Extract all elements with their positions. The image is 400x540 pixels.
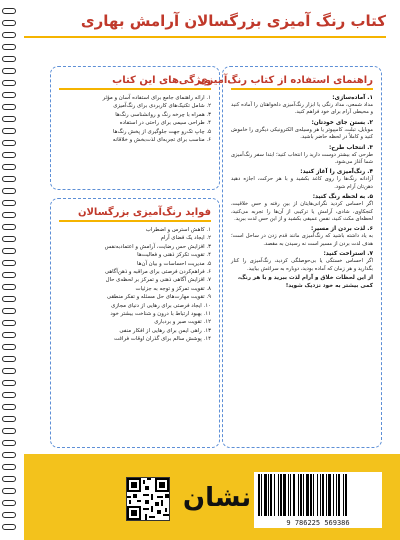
spiral-ring <box>2 80 16 86</box>
isbn-barcode <box>254 472 382 528</box>
guide-section-text: طرحی که بیشتر دوست دارید را انتخاب کنید؛ ابتدا سفر رنگ‌آمیزی شما آغاز می‌شود. <box>231 151 373 166</box>
spiral-ring <box>2 284 16 290</box>
barcode-bar <box>313 474 314 516</box>
guide-section <box>223 193 381 223</box>
barcode-bar <box>298 474 299 516</box>
list-item: ۱۲. تقویت صبر و بردباری <box>154 319 211 326</box>
list-item: ۴. تقویت تکرکز ذهنی و فعالیت‌ها <box>137 252 211 259</box>
barcode-bar <box>278 474 279 516</box>
list-item: ۱۴. پوشش سالم برای گذران اوقات فراغت <box>113 336 211 343</box>
spiral-ring <box>2 416 16 422</box>
guide-section-text: مداد شمعی، مداد رنگی یا ابزار رنگ‌آمیزی دلخواهتان را آماده کنید و محیطی آرام برای خود فراهم کنید. <box>231 102 373 116</box>
barcode-bar <box>258 474 260 516</box>
spiral-ring <box>2 392 16 398</box>
list-item: ۱۱. بهبود ارتباط با درون و شناخت بیشتر خود <box>110 311 211 318</box>
spiral-ring <box>2 272 16 278</box>
spiral-ring <box>2 524 16 530</box>
barcode-bar <box>326 474 327 516</box>
guide-section-title: ۳. انتخاب طرح: <box>328 144 373 151</box>
features-underline <box>59 88 211 90</box>
guide-section <box>223 144 381 167</box>
guide-box <box>198 66 382 448</box>
features-heading: ویژگی‌های این کتاب <box>112 75 211 86</box>
barcode-bar <box>261 474 262 516</box>
spiral-ring <box>2 332 16 338</box>
guide-section-text: اگر احساس کردید نگرانی‌هایتان از بین رفته و حس خلاقیت، کنجکاوی، شادی، آرامش یا ترکیبی از آن‌ها را تجربه می‌کنید، لحظه‌ای مکث کنید، نفس عمیقی بکشید و از این حس لذت ببرید. <box>231 201 373 223</box>
isbn-number: 9 786225 569386 <box>286 519 350 527</box>
barcode-bar <box>306 474 309 516</box>
barcode-bar <box>338 474 340 516</box>
guide-section-text: اگر احساس خستگی یا بی‌حوصلگی کردید، رنگ‌آمیزی را کنار بگذارید و هر زمان که آماده بودید، دوباره به سراغش بیایید. <box>231 258 373 272</box>
spiral-ring <box>2 140 16 146</box>
list-item: ۵. مدیریت احساسات و بیان آن‌ها <box>137 260 211 267</box>
spiral-ring <box>2 476 16 482</box>
list-item: ۷. افزایش آگاهی ذهنی و تمرکز بر لحظه‌ی حال <box>105 277 211 284</box>
spiral-ring <box>2 44 16 50</box>
spiral-ring <box>2 320 16 326</box>
publisher-logo-text: نشان <box>182 483 252 513</box>
guide-section <box>223 250 381 273</box>
spiral-ring <box>2 236 16 242</box>
guide-section-title: ۱. آماده‌سازی: <box>332 95 373 101</box>
spiral-ring <box>2 164 16 170</box>
spiral-ring <box>2 248 16 254</box>
barcode-bar <box>333 474 334 516</box>
spiral-ring <box>2 380 16 386</box>
spiral-ring <box>2 452 16 458</box>
qr-code-icon <box>127 478 169 520</box>
guide-section-title: ۷. استراحت کنید: <box>323 251 373 258</box>
list-item: ۱۰. ایجاد فرصتی برای رهایی از دنیای مجازی <box>111 302 211 309</box>
spiral-ring <box>2 128 16 134</box>
list-item: ۳. همراه با چرخه رنگ و روانشناسی رنگ‌ها <box>115 111 211 118</box>
spiral-ring <box>2 308 16 314</box>
list-item: ۶. مناسب برای تجربه‌ای لذت‌بخش و خلاقانه <box>112 137 211 144</box>
list-item: ۱. کاهش استرس و اضطراب <box>145 227 211 233</box>
guide-section-text: آزادانه رنگ‌ها را روی کاغذ بکشید و با هر حرکت، اجازه دهید ذهن‌تان آرام شود. <box>231 176 373 190</box>
spiral-ring <box>2 200 16 206</box>
barcode-bar <box>268 474 269 516</box>
guide-heading: راهنمای استفاده از کتاب رنگ‌آمیزی <box>198 75 373 86</box>
spiral-ring <box>2 116 16 122</box>
list-item: ۱۳. راهی ایمن برای رهایی از افکار منفی <box>119 327 211 334</box>
spiral-ring <box>2 188 16 194</box>
list-item: ۳. افزایش حس رضایت، آرامش و اعتماد‌به‌نفس <box>104 243 211 250</box>
spiral-ring <box>2 512 16 518</box>
list-item: ۸. تقویت تمرکز و توجه به جزئیات <box>135 285 211 292</box>
spiral-ring <box>2 68 16 74</box>
features-list <box>51 94 219 144</box>
guide-section-text: موبایل، تبلت، کامپیوتر یا هر وسیله‌ی الکترونیکی دیگری را خاموش کنید و کاملاً در لحظه حاضر باشید. <box>231 126 373 141</box>
publisher-logo <box>184 472 250 522</box>
spiral-ring <box>2 176 16 182</box>
benefits-box <box>50 198 220 448</box>
benefits-list <box>51 226 219 344</box>
list-item: ۴. طراحی سیمی برای راحتی در استفاده <box>119 120 211 127</box>
spiral-ring <box>2 152 16 158</box>
list-item: ۲. ایجاد یک فضای آرام <box>160 235 211 242</box>
barcode-bar <box>328 474 331 516</box>
guide-section-title: ۶. لذت بردن از مسیر: <box>311 226 373 233</box>
guide-footer: از این لحظات خلاق و آرام لذت ببرید و با هر رنگ، کمی بیشتر به خود نزدیک شوید! <box>237 275 373 289</box>
page-title: کتاب رنگ آمیزی بزرگسالان آرامش بهاری <box>80 12 386 30</box>
list-item: ۲. شامل تکنیک‌های کاربردی برای رنگ‌آمیزی <box>113 103 211 110</box>
list-item: ۱. ارائه راهنمای جامع برای استفاده آسان و مؤثر <box>102 95 211 101</box>
features-box <box>50 66 220 190</box>
spiral-ring <box>2 296 16 302</box>
barcode-bar <box>274 474 275 516</box>
spiral-ring <box>2 32 16 38</box>
guide-underline <box>231 88 373 90</box>
barcode-bar <box>336 474 337 516</box>
spiral-ring <box>2 344 16 350</box>
title-underline <box>24 36 386 38</box>
barcode-bar <box>320 474 321 516</box>
spiral-binding <box>0 0 18 540</box>
guide-section <box>223 168 381 191</box>
barcode-bar <box>310 474 312 516</box>
barcode-bar <box>293 474 295 516</box>
barcode-bar <box>288 474 289 516</box>
list-item: ۵. چاپ تک‌رو جهت جلوگیری از پخش رنگ‌ها <box>113 128 211 135</box>
guide-section <box>223 119 381 142</box>
guide-section-text: به یاد داشته باشید که رنگ‌آمیزی مانند قدم زدن در ساحل است؛ هدف لذت بردن از مسیر است نه رسیدن به مقصد. <box>231 233 373 247</box>
spiral-ring <box>2 404 16 410</box>
guide-section-title: ۲. بستن جای خودتان: <box>311 119 373 126</box>
barcode-bar <box>270 474 272 516</box>
spiral-ring <box>2 428 16 434</box>
guide-section <box>223 94 381 117</box>
spiral-ring <box>2 368 16 374</box>
spiral-ring <box>2 260 16 266</box>
spiral-ring <box>2 356 16 362</box>
spiral-ring <box>2 20 16 26</box>
barcode-bar <box>283 474 286 516</box>
barcode-icon <box>254 472 382 518</box>
barcode-bar <box>322 474 324 516</box>
spiral-ring <box>2 224 16 230</box>
barcode-bar <box>280 474 282 516</box>
spiral-ring <box>2 464 16 470</box>
benefits-underline <box>59 220 211 222</box>
barcode-bar <box>343 474 344 516</box>
barcode-bar <box>345 474 347 516</box>
barcode-bar <box>303 474 304 516</box>
barcode-bar <box>317 474 318 516</box>
barcode-bar <box>264 474 267 516</box>
spiral-ring <box>2 104 16 110</box>
list-item: ۹. تقویت مهارت‌های حل مسئله و تفکر منطقی <box>106 294 211 301</box>
guide-section-title: ۴. رنگ‌آمیزی را آغاز کنید: <box>300 169 373 176</box>
guide-section <box>223 225 381 248</box>
guide-section-title: ۵. به لحظه رنگ کنید: <box>312 194 373 201</box>
spiral-ring <box>2 92 16 98</box>
list-item: ۶. فراهم‌کردن فرصتی برای مراقبه و ذهن‌آگاهی <box>104 269 211 276</box>
spiral-ring <box>2 56 16 62</box>
qr-code <box>126 477 170 521</box>
barcode-bar <box>300 474 302 516</box>
spiral-ring <box>2 8 16 14</box>
spiral-ring <box>2 488 16 494</box>
spiral-ring <box>2 440 16 446</box>
spiral-ring <box>2 500 16 506</box>
benefits-heading: فواید رنگ‌آمیزی بزرگسالان <box>77 207 211 218</box>
spiral-ring <box>2 212 16 218</box>
barcode-bar <box>290 474 291 516</box>
